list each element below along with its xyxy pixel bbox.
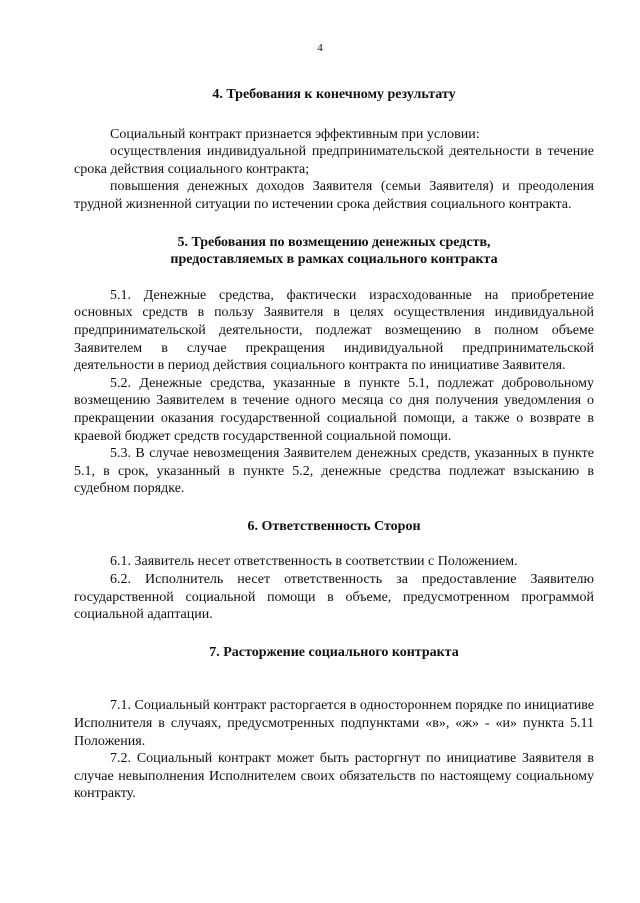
paragraph: Социальный контракт признается эффективным при условии:: [110, 126, 480, 142]
section-5-title-line1: 5. Требования по возмещению денежных средств,: [177, 234, 491, 250]
section-7-title: 7. Расторжение социального контракта: [209, 644, 459, 660]
paragraph: 5.3. В случае невозмещения Заявителем денежных средств, указанных в пункте 5.1, в срок, указанный в пункте 5.2, денежные средства подлежат взысканию в судебном порядке.: [74, 446, 594, 497]
paragraph: повышения денежных доходов Заявителя (семьи Заявителя) и преодоления трудной жизненной ситуации по истечении срока действия социального контракта.: [74, 179, 594, 212]
section-6-body: [74, 553, 594, 623]
paragraph: 6.1. Заявитель несет ответственность в соответствии с Положением.: [110, 554, 518, 570]
page-number: 4: [317, 42, 323, 54]
document-body: [74, 86, 594, 803]
section-6: [74, 518, 594, 624]
section-4-body: [74, 126, 594, 214]
paragraph: 5.2. Денежные средства, указанные в пункте 5.1, подлежат добровольному возмещению Заявителем в течение одного месяца со дня получения уведомления о прекращении оказания государственной социальной помощи, а также о возврате в краевой бюджет средств государственной социальной помощи.: [74, 375, 594, 444]
paragraph: осуществления индивидуальной предпринимательской деятельности в течение срока действия социального контракта;: [74, 144, 594, 177]
paragraph: 7.2. Социальный контракт может быть расторгнут по инициативе Заявителя в случае невыполнения Исполнителем своих обязательств по настоящему социальному контракту.: [74, 751, 594, 802]
paragraph: 7.1. Социальный контракт расторгается в одностороннем порядке по инициативе Исполнителя в случаях, предусмотренных подпунктами «в», «ж» - «и» пункта 5.11 Положения.: [74, 698, 594, 749]
section-7: [74, 644, 594, 803]
paragraph: 6.2. Исполнитель несет ответственность за предоставление Заявителю государственной социальной помощи в объеме, предусмотренном программой социальной адаптации.: [74, 572, 594, 623]
paragraph: 5.1. Денежные средства, фактически израсходованные на приобретение основных средств в пользу Заявителя в целях осуществления индивидуальной предпринимательской деятельности, подлежат возмещению в полном объеме Заявителем в случае прекращения индивидуальной предпринимательской деятельности в период действия социального контракта по инициативе Заявителя.: [74, 287, 594, 374]
section-5-body: [74, 287, 594, 498]
section-6-title: 6. Ответственность Сторон: [247, 518, 421, 534]
section-4: [74, 86, 594, 214]
section-4-title: 4. Требования к конечному результату: [212, 87, 456, 102]
section-5-title-line2: предоставляемых в рамках социального контракта: [170, 252, 498, 268]
section-5: [74, 234, 594, 498]
section-7-body: [74, 697, 594, 803]
